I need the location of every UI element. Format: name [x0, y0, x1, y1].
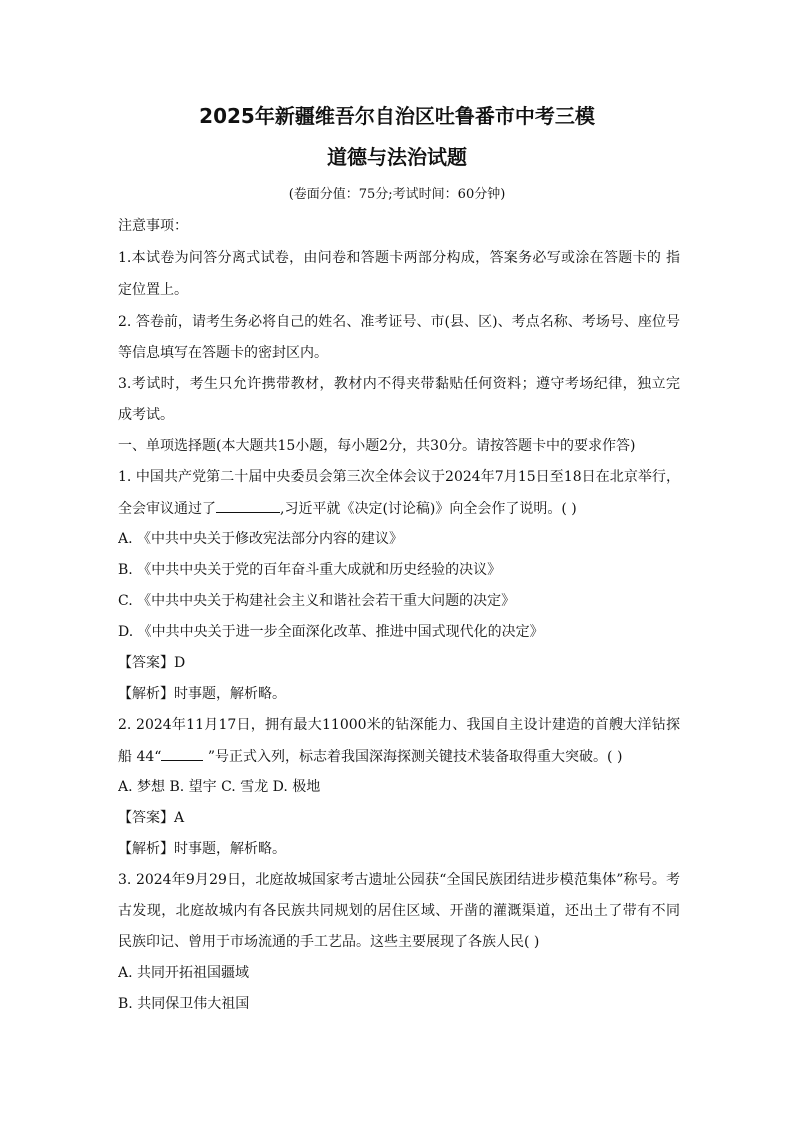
section-heading: 一、单项选择题(本大题共15小题，每小题2分，共30分。请按答题卡中的要求作答) [118, 438, 636, 454]
note-1-line-1: 1.本试卷为问答分离式试卷，由问卷和答题卡两部分构成，答案务必写或涂在答题卡的 指 [118, 250, 680, 266]
question-1-option-b: B. 《中共中央关于党的百年奋斗重大成就和历史经验的决议》 [118, 562, 502, 578]
fill-blank [216, 498, 280, 513]
note-2-line-2: 等信息填写在答题卡的密封区内。 [118, 345, 328, 361]
exam-subject-title: 道德与法治试题 [327, 145, 467, 169]
question-3-stem-line-1: 3. 2024年9月29日，北庭故城国家考古遗址公园获“全国民族团结进步模范集体”称号。考 [118, 872, 680, 888]
note-3-line-1: 3.考试时，考生只允许携带教材，教材内不得夹带黏贴任何资料；遵守考场纪律，独立完 [118, 376, 680, 392]
question-1-analysis: 【解析】时事题，解析略。 [118, 686, 286, 702]
fill-blank [161, 746, 203, 761]
question-1-option-c: C. 《中共中央关于构建社会主义和谐社会若干重大问题的决定》 [118, 593, 516, 609]
note-1-line-2: 定位置上。 [118, 282, 188, 298]
question-2-answer: 【答案】A [118, 810, 185, 826]
note-3-line-2: 成考试。 [118, 407, 174, 423]
question-3-option-a: A. 共同开拓祖国疆域 [118, 965, 250, 981]
question-3-stem-line-2: 古发现，北庭故城内有各民族共同规划的居住区域、开凿的灌溉渠道，还出土了带有不同 [118, 903, 680, 919]
question-3-stem-line-3: 民族印记、曾用于市场流通的手工艺品。这些主要展现了各族人民( ) [118, 934, 540, 950]
question-1-option-d: D. 《中共中央关于进一步全面深化改革、推进中国式现代化的决定》 [118, 624, 544, 640]
question-2-stem-line-2: 船 44“ ”号正式入列，标志着我国深海探测关键技术装备取得重大突破。( ) [118, 746, 680, 767]
question-1-answer: 【答案】D [118, 655, 186, 671]
question-1-stem-line-1: 1. 中国共产党第二十届中央委员会第三次全体会议于2024年7月15日至18日在北京举行， [118, 469, 680, 485]
question-2-stem-line-1: 2. 2024年11月17日，拥有最大11000米的钻深能力、我国自主设计建造的首艘大洋钻探 [118, 717, 680, 733]
question-2-options: A. 梦想 B. 望宇 C. 雪龙 D. 极地 [118, 779, 321, 795]
question-1-option-a: A. 《中共中央关于修改宪法部分内容的建议》 [118, 531, 404, 547]
note-2-line-1: 2. 答卷前，请考生务必将自己的姓名、准考证号、市(县、区)、考点名称、考场号、座位号 [118, 314, 680, 330]
exam-title: 2025年新疆维吾尔自治区吐鲁番市中考三模 [199, 104, 595, 128]
question-3-option-b: B. 共同保卫伟大祖国 [118, 996, 250, 1012]
question-2-analysis: 【解析】时事题，解析略。 [118, 841, 286, 857]
question-1-stem-line-2: 全会审议通过了 ,习近平就《决定(讨论稿)》向全会作了说明。( ) [118, 498, 680, 519]
notes-heading: 注意事项： [118, 218, 188, 234]
exam-info: (卷面分值：75分;考试时间：60分钟) [288, 187, 506, 202]
